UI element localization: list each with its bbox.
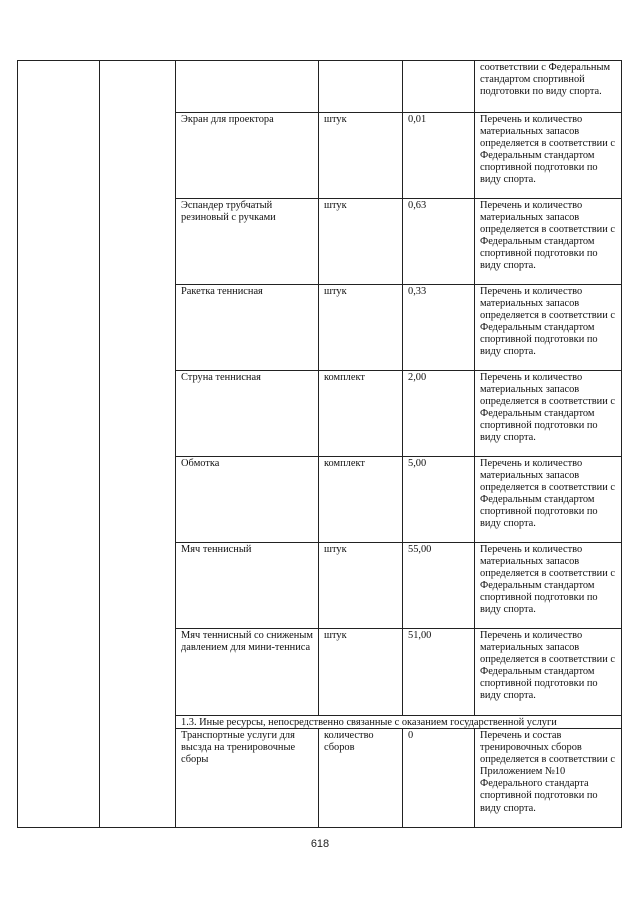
unit-cell bbox=[319, 61, 403, 113]
note-cell: Перечень и количество материальных запасов определяется в соответствии с Федеральным стандартом спортивной подготовки по виду спорта. bbox=[475, 457, 622, 543]
item-name-cell: Транспортные услуги для высзда на тренировочные сборы bbox=[176, 729, 319, 828]
note-cell: Перечень и количество материальных запасов определяется в соответствии с Федеральным стандартом спортивной подготовки по виду спорта. bbox=[475, 113, 622, 199]
unit-cell: комплект bbox=[319, 371, 403, 457]
unit-cell: штук bbox=[319, 199, 403, 285]
table-row bbox=[18, 61, 622, 113]
resources-table bbox=[17, 60, 622, 828]
item-name-cell: Мяч теннисный со сниженым давлением для мини-тенниса bbox=[176, 629, 319, 716]
unit-cell: комплект bbox=[319, 457, 403, 543]
item-name-cell: Струна теннисная bbox=[176, 371, 319, 457]
note-cell: Перечень и количество материальных запасов определяется в соответствии с Федеральным стандартом спортивной подготовки по виду спорта. bbox=[475, 629, 622, 716]
note-cell: Перечень и количество материальных запасов определяется в соответствии с Федеральным стандартом спортивной подготовки по виду спорта. bbox=[475, 285, 622, 371]
section-header: 1.3. Иные ресурсы, непосредственно связанные с оказанием государственной услуги bbox=[176, 716, 622, 729]
note-cell: соответствии с Федеральным стандартом спортивной подготовки по виду спорта. bbox=[475, 61, 622, 113]
item-name-cell: Экран для проектора bbox=[176, 113, 319, 199]
unit-cell: штук bbox=[319, 629, 403, 716]
quantity-cell: 51,00 bbox=[403, 629, 475, 716]
quantity-cell: 2,00 bbox=[403, 371, 475, 457]
page-number: 618 bbox=[310, 838, 330, 850]
quantity-cell: 55,00 bbox=[403, 543, 475, 629]
note-cell: Перечень и количество материальных запасов определяется в соответствии с Федеральным стандартом спортивной подготовки по виду спорта. bbox=[475, 199, 622, 285]
merged-cell-col2 bbox=[100, 61, 176, 828]
quantity-cell: 0,63 bbox=[403, 199, 475, 285]
item-name-cell: Эспандер трубчатый резиновый с ручками bbox=[176, 199, 319, 285]
item-name-cell: Обмотка bbox=[176, 457, 319, 543]
quantity-cell: 0,01 bbox=[403, 113, 475, 199]
quantity-cell bbox=[403, 61, 475, 113]
note-cell: Перечень и состав тренировочных сборов определяется в соответствии с Приложением №10 Федерального стандарта спортивной подготовки по виду спорта. bbox=[475, 729, 622, 828]
item-name-cell: Ракетка теннисная bbox=[176, 285, 319, 371]
unit-cell: штук bbox=[319, 543, 403, 629]
note-cell: Перечень и количество материальных запасов определяется в соответствии с Федеральным стандартом спортивной подготовки по виду спорта. bbox=[475, 543, 622, 629]
quantity-cell: 0 bbox=[403, 729, 475, 828]
item-name-cell: Мяч теннисный bbox=[176, 543, 319, 629]
item-name-cell bbox=[176, 61, 319, 113]
unit-cell: штук bbox=[319, 285, 403, 371]
quantity-cell: 0,33 bbox=[403, 285, 475, 371]
unit-cell: количество сборов bbox=[319, 729, 403, 828]
merged-cell-col1 bbox=[18, 61, 100, 828]
note-cell: Перечень и количество материальных запасов определяется в соответствии с Федеральным стандартом спортивной подготовки по виду спорта. bbox=[475, 371, 622, 457]
quantity-cell: 5,00 bbox=[403, 457, 475, 543]
unit-cell: штук bbox=[319, 113, 403, 199]
